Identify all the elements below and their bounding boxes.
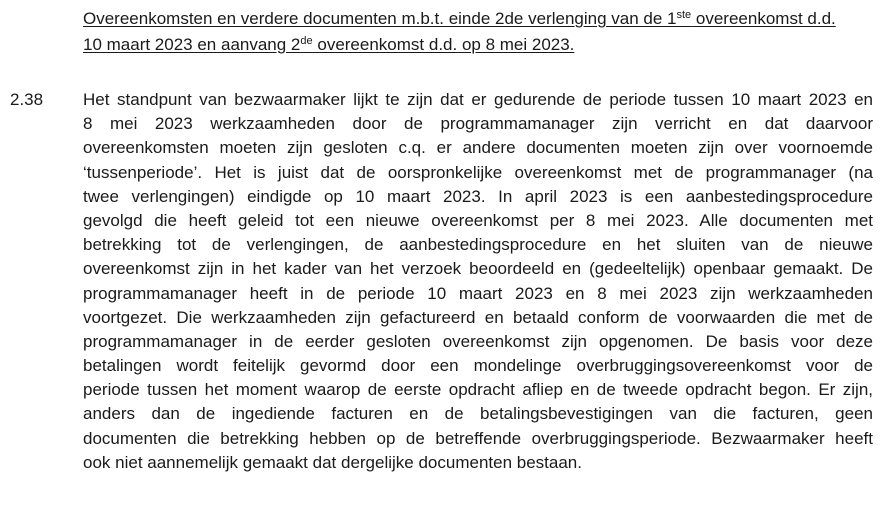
section-heading-line-2 bbox=[83, 32, 873, 58]
heading-text: 10 maart 2023 en aanvang 2 bbox=[83, 35, 301, 54]
paragraph-line: anders dan de ingediende facturen en de betalingsbevestigingen van die facturen, geen bbox=[83, 404, 873, 424]
heading-text: overeenkomst d.d. op 8 mei 2023. bbox=[312, 35, 575, 54]
paragraph-line: 8 mei 2023 werkzaamheden door de programmamanager zijn verricht en dat daarvoor bbox=[83, 114, 873, 134]
paragraph-line: Het standpunt van bezwaarmaker lijkt te zijn dat er gedurende de periode tussen 10 maart 2023 en bbox=[83, 90, 873, 109]
paragraph-line: voortgezet. Die werkzaamheden zijn gefactureerd en betaald conform de voorwaarden die met de bbox=[83, 307, 873, 327]
paragraph-line: ook niet aannemelijk gemaakt dat dergelijke documenten bestaan. bbox=[83, 452, 582, 472]
paragraph-line: twee verlengingen) eindigde op 10 maart 2023. In april 2023 is een aanbestedingsprocedure bbox=[83, 186, 873, 206]
paragraph-line: programmamanager heeft in de periode 10 maart 2023 en 8 mei 2023 zijn werkzaamheden bbox=[83, 283, 873, 303]
heading-text: Overeenkomsten en verdere documenten m.b.t. einde 2de verlenging van de 1 bbox=[83, 9, 677, 28]
paragraph-line: ‘tussenperiode’. Het is juist dat de oorspronkelijke overeenkomst met de programmanager (na bbox=[83, 162, 873, 182]
heading-text: overeenkomst d.d. bbox=[691, 9, 836, 28]
paragraph-line: betalingen wordt feitelijk gevormd door een mondelinge overbruggingsovereenkomst voor de bbox=[83, 356, 873, 376]
section-heading bbox=[83, 6, 873, 58]
paragraph-line: documenten die betrekking hebben op de betreffende overbruggingsperiode. Bezwaarmaker heeft bbox=[83, 428, 873, 448]
paragraph-line: programmamanager in de eerder gesloten overeenkomst zijn opgenomen. De basis voor deze bbox=[83, 331, 873, 351]
section-heading-line-1 bbox=[83, 6, 873, 32]
paragraph-line: overeenkomsten moeten zijn gesloten c.q. er andere documenten moeten zijn over voornoemde bbox=[83, 138, 873, 158]
paragraph-line: betrekking tot de verlengingen, de aanbestedingsprocedure en het sluiten van de nieuwe bbox=[83, 235, 873, 255]
heading-superscript: ste bbox=[676, 9, 692, 21]
paragraph-body bbox=[83, 88, 873, 475]
heading-superscript: de bbox=[300, 35, 313, 47]
paragraph-number: 2.38 bbox=[10, 90, 44, 109]
paragraph-line: overeenkomst zijn in het kader van het verzoek beoordeeld en (gedeeltelijk) openbaar gemaakt. De bbox=[83, 259, 873, 279]
paragraph-line: gevolgd die heeft geleid tot een nieuwe overeenkomst per 8 mei 2023. Alle documenten met bbox=[83, 210, 873, 230]
paragraph-line: periode tussen het moment waarop de eerste opdracht afliep en de tweede opdracht begon. Er zijn, bbox=[83, 380, 873, 400]
